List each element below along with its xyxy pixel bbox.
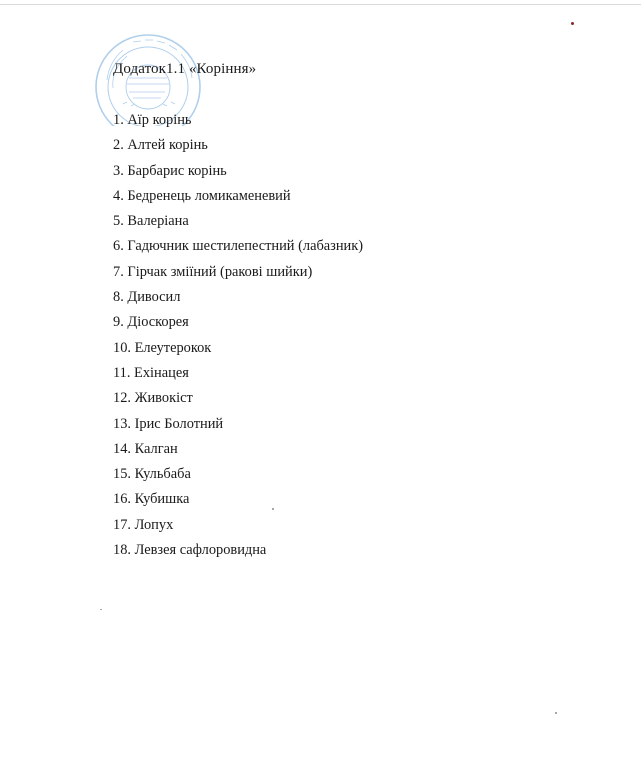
list-item: 4. Бедренець ломикаменевий [113,187,291,204]
list-item: 3. Барбарис корінь [113,162,227,179]
roots-list [113,111,363,566]
scan-speck [555,712,557,714]
list-item: 7. Гірчак зміїний (ракові шийки) [113,263,313,280]
document-title: Додаток1.1 «Коріння» [113,61,257,77]
list-item: 1. Аїр корінь [113,112,192,128]
list-item: 13. Ірис Болотний [113,415,224,432]
list-item: 12. Живокіст [113,390,193,407]
scan-edge-line [0,4,641,5]
scan-speck [571,22,574,25]
list-item: 9. Діоскорея [113,314,189,331]
list-item: 8. Дивосил [113,289,181,306]
list-item: 16. Кубишка [113,491,190,508]
list-item: 14. Калган [113,440,178,457]
list-item: 18. Левзея сафлоровидна [113,542,267,559]
scan-speck [272,508,274,510]
list-item: 17. Лопух [113,516,174,533]
list-item: 11. Ехінацея [113,364,189,381]
list-item: 6. Гадючник шестилепестний (лабазник) [113,238,364,255]
scan-speck [100,609,102,610]
list-item: 5. Валеріана [113,213,189,230]
list-item: 2. Алтей корінь [113,137,208,154]
list-item: 10. Елеутерокок [113,339,212,356]
list-item: 15. Кульбаба [113,466,191,483]
